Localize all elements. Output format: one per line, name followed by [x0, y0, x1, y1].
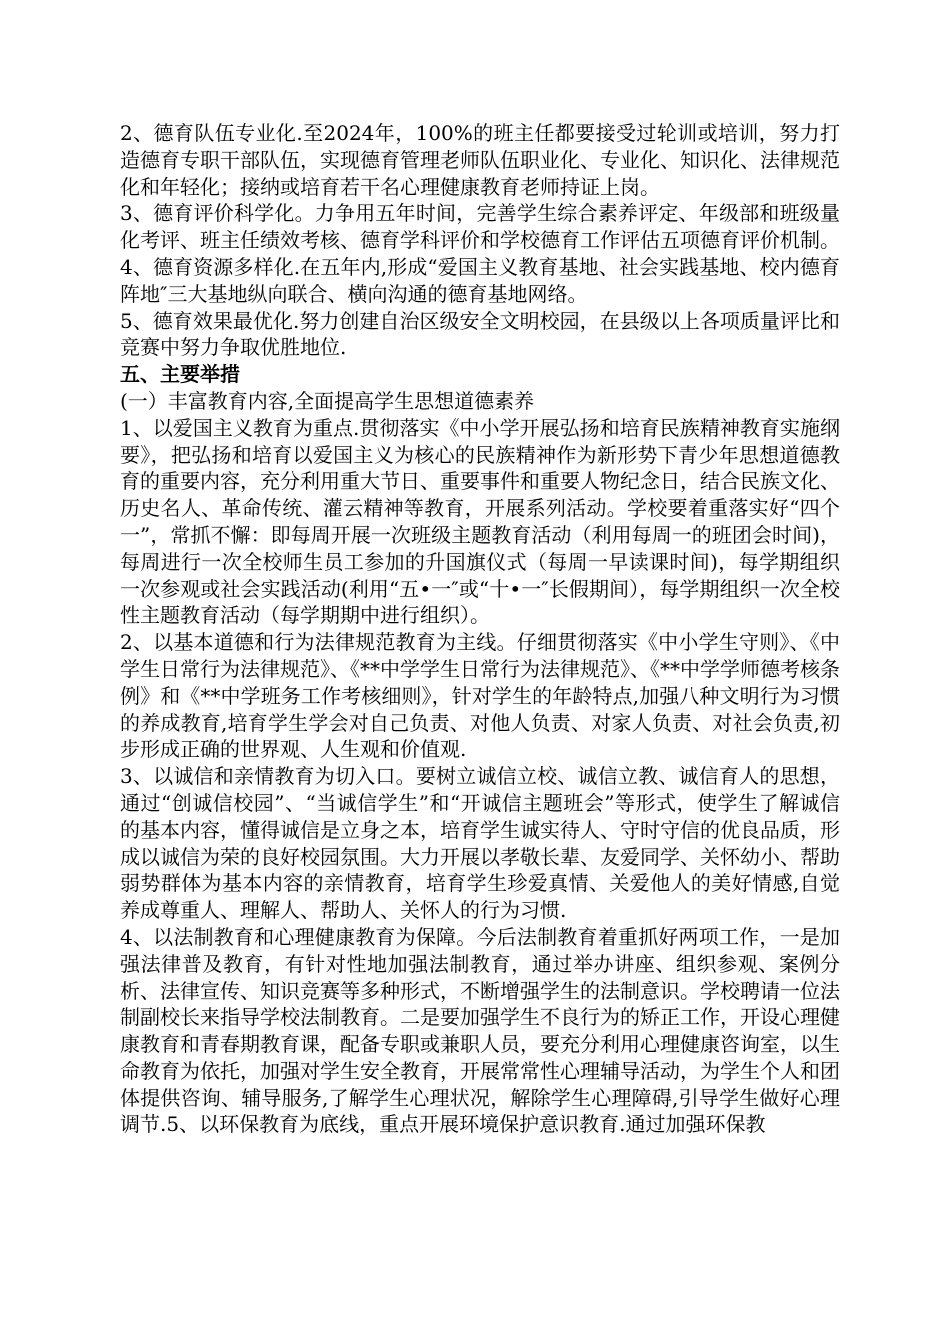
paragraph-goal-4: 4、德育资源多样化.在五年内,形成“爱国主义教育基地、社会实践基地、校内德育阵地″三大基地纵向联合、横向沟通的德育基地网络。 [120, 254, 840, 306]
paragraph-measure-1: 1、以爱国主义教育为重点.贯彻落实《中小学开展弘扬和培育民族精神教育实施纲要》，把弘扬和培育以爱国主义为核心的民族精神作为新形势下青少年思想道德教育的重要内容，充分利用重大节日、重要事件和重要人物纪念日，结合民族文化、历史名人、革命传统、灌云精神等教育，开展系列活动。学校要着重落实好“四个一”，常抓不懈：即每周开展一次班级主题教育活动（利用每周一的班团会时间)，每周进行一次全校师生员工参加的升国旗仪式（每周一早读课时间)，每学期组织一次参观或社会实践活动(利用“五•一″或“十•一″长假期间），每学期组织一次全校性主题教育活动（每学期期中进行组织）。 [120, 415, 840, 628]
paragraph-measure-4: 4、以法制教育和心理健康教育为保障。今后法制教育着重抓好两项工作，一是加强法律普及教育，有针对性地加强法制教育，通过举办讲座、组织参观、案例分析、法律宣传、知识竞赛等多种形式，不断增强学生的法制意识。学校聘请一位法制副校长来指导学校法制教育。二是要加强学生不良行为的矫正工作，开设心理健康教育和青春期教育课，配备专职或兼职人员，要充分利用心理健康咨询室，以生命教育为依托，加强对学生安全教育，开展常常性心理辅导活动，为学生个人和团体提供咨询、辅导服务,了解学生心理状况，解除学生心理障碍,引导学生做好心理调节.5、以环保教育为底线，重点开展环境保护意识教育.通过加强环保教 [120, 924, 840, 1137]
paragraph-goal-5: 5、德育效果最优化.努力创建自治区级安全文明校园，在县级以上各项质量评比和竞赛中努力争取优胜地位. [120, 308, 840, 360]
paragraph-measure-2: 2、以基本道德和行为法律规范教育为主线。仔细贯彻落实《中小学生守则》、《中学生日常行为法律规范》、《**中学学生日常行为法律规范》、《**中学学师德考核条例》和《**中学班务工作考核细则》，针对学生的年龄特点,加强八种文明行为习惯的养成教育,培育学生学会对自己负责、对他人负责、对家人负责、对社会负责,初步形成正确的世界观、人生观和价值观. [120, 630, 840, 762]
document-page [120, 120, 840, 1138]
paragraph-goal-2: 2、德育队伍专业化.至2024年，100%的班主任都要接受过轮训或培训，努力打造德育专职干部队伍，实现德育管理老师队伍职业化、专业化、知识化、法律规范化和年轻化；接纳或培育若干名心理健康教育老师持证上岗。 [120, 121, 840, 199]
paragraph-goal-3: 3、德育评价科学化。力争用五年时间，完善学生综合素养评定、年级部和班级量化考评、班主任绩效考核、德育学科评价和学校德育工作评估五项德育评价机制。 [120, 201, 840, 253]
section-heading-main-measures: 五、主要举措 [120, 362, 240, 387]
paragraph-measure-3: 3、以诚信和亲情教育为切入口。要树立诚信立校、诚信立教、诚信育人的思想，通过“创诚信校园”、“当诚信学生”和“开诚信主题班会”等形式，使学生了解诚信的基本内容，懂得诚信是立身之本，培育学生诚实待人、守时守信的优良品质，形成以诚信为荣的良好校园氛围。大力开展以孝敬长辈、友爱同学、关怀幼小、帮助弱势群体为基本内容的亲情教育，培育学生珍爱真情、关爱他人的美好情感,自觉养成尊重人、理解人、帮助人、关怀人的行为习惯. [120, 764, 840, 923]
subsection-heading-1: (一）丰富教育内容,全面提高学生思想道德素养 [120, 388, 535, 413]
